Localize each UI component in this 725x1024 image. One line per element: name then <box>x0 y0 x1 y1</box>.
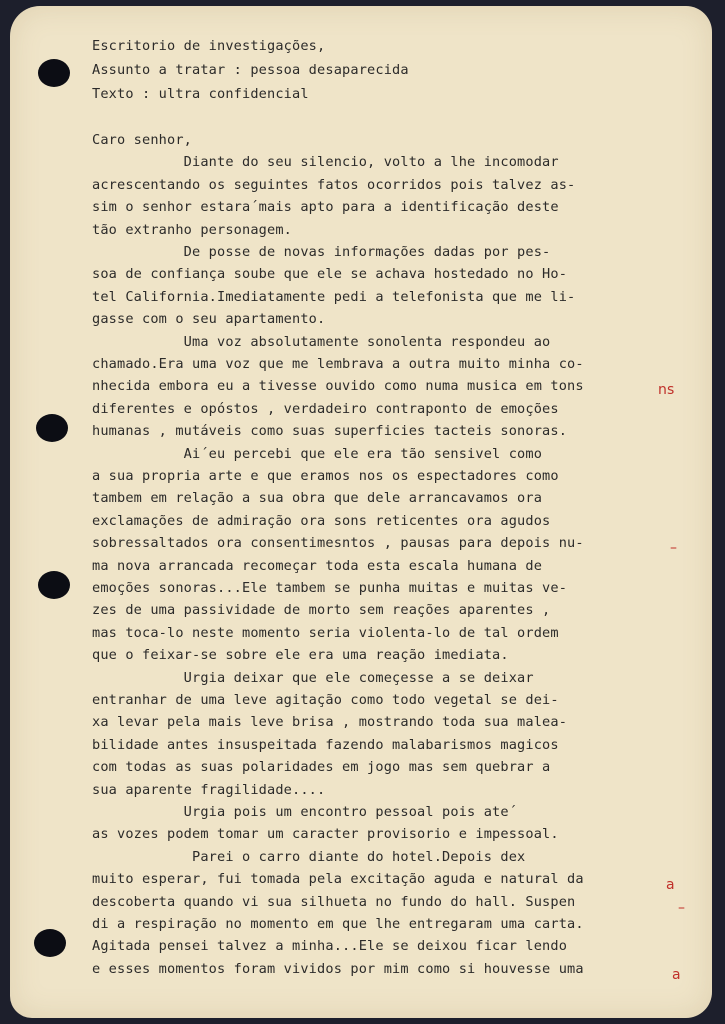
body-line: zes de uma passividade de morto sem reações aparentes , <box>92 602 551 619</box>
letter-text <box>92 36 692 983</box>
body-line: tambem em relação a sua obra que dele arrancavamos ora <box>92 490 543 507</box>
body-line: humanas , mutáveis como suas superficies tacteis sonoras. <box>92 423 568 440</box>
body-line: Ai´eu percebi que ele era tão sensivel como <box>92 445 543 462</box>
body-line: Caro senhor, <box>92 132 193 148</box>
binder-hole-1 <box>38 59 70 87</box>
body-line: Uma voz absolutamente sonolenta respondeu ao <box>92 333 551 350</box>
binder-hole-3 <box>38 571 70 599</box>
body-line: Parei o carro diante do hotel.Depois dex <box>92 848 526 865</box>
body-line: e esses momentos foram vividos por mim como si houvesse uma <box>92 960 584 977</box>
body-line: descoberta quando vi sua silhueta no fundo do hall. Suspen <box>92 893 576 910</box>
body-line: a sua propria arte e que eramos nos os espectadores como <box>92 468 559 484</box>
body-line: emoções sonoras...Ele tambem se punha muitas e muitas ve- <box>92 580 568 596</box>
handwritten-dash-1: – <box>670 540 678 556</box>
header-classification: Texto : ultra confidencial <box>92 86 309 102</box>
body-line: Diante do seu silencio, volto a lhe incomodar <box>92 154 559 171</box>
body-line: bilidade antes insuspeitada fazendo malabarismos magicos <box>92 736 559 753</box>
body-line: entranhar de uma leve agitação como todo vegetal se dei- <box>92 692 559 708</box>
body-line: di a respiração no momento em que lhe entregaram uma carta. <box>92 916 584 932</box>
body-line: sobressaltados ora consentimesntos , pausas para depois nu- <box>92 535 584 552</box>
body-line: soa de confiança soube que ele se achava hostedado no Ho- <box>92 266 568 283</box>
body-line: exclamações de admiração ora sons reticentes ora agudos <box>92 512 551 529</box>
binder-hole-4 <box>34 929 66 957</box>
body-line: Urgia deixar que ele começesse a se deixar <box>92 669 534 686</box>
body-line: que o feixar-se sobre ele era uma reação imediata. <box>92 647 509 664</box>
body-line: tão extranho personagem. <box>92 221 293 238</box>
body-line: diferentes e opóstos , verdadeiro contraponto de emoções <box>92 400 559 417</box>
header-subject: Assunto a tratar : pessoa desaparecida <box>92 62 409 78</box>
body-line: xa levar pela mais leve brisa , mostrando toda sua malea- <box>92 714 568 731</box>
handwritten-correction-a: a <box>666 877 675 893</box>
body-line: tel California.Imediatamente pedi a telefonista que me li- <box>92 288 576 305</box>
body-line: mas toca-lo neste momento seria violenta-lo de tal ordem <box>92 624 559 641</box>
body-line: sim o senhor estara´mais apto para a identificação deste <box>92 199 559 216</box>
body-line: ma nova arrancada recomeçar toda esta escala humana de <box>92 557 543 574</box>
handwritten-correction-ns: ns <box>658 382 675 398</box>
body-line: De posse de novas informações dadas por pes- <box>92 244 551 260</box>
header-office: Escritorio de investigações, <box>92 38 326 54</box>
body-line: com todas as suas polaridades em jogo mas sem quebrar a <box>92 759 551 776</box>
handwritten-dash-2: – <box>678 900 686 916</box>
body-line: Urgia pois um encontro pessoal pois ate´ <box>92 804 518 820</box>
handwritten-correction-a-2: a <box>672 967 681 983</box>
body-line: chamado.Era uma voz que me lembrava a outra muito minha co- <box>92 356 584 372</box>
body-line: as vozes podem tomar um caracter provisorio e impessoal. <box>92 826 559 843</box>
binder-hole-2 <box>36 414 68 442</box>
body-line: Agitada pensei talvez a minha...Ele se deixou ficar lendo <box>92 938 568 955</box>
body-line: acrescentando os seguintes fatos ocorridos pois talvez as- <box>92 176 576 193</box>
body-line: muito esperar, fui tomada pela excitação aguda e natural da <box>92 871 584 888</box>
body-line: sua aparente fragilidade.... <box>92 781 326 798</box>
body-line: nhecida embora eu a tivesse ouvido como numa musica em tons <box>92 378 584 395</box>
body-line: gasse com o seu apartamento. <box>92 311 326 328</box>
